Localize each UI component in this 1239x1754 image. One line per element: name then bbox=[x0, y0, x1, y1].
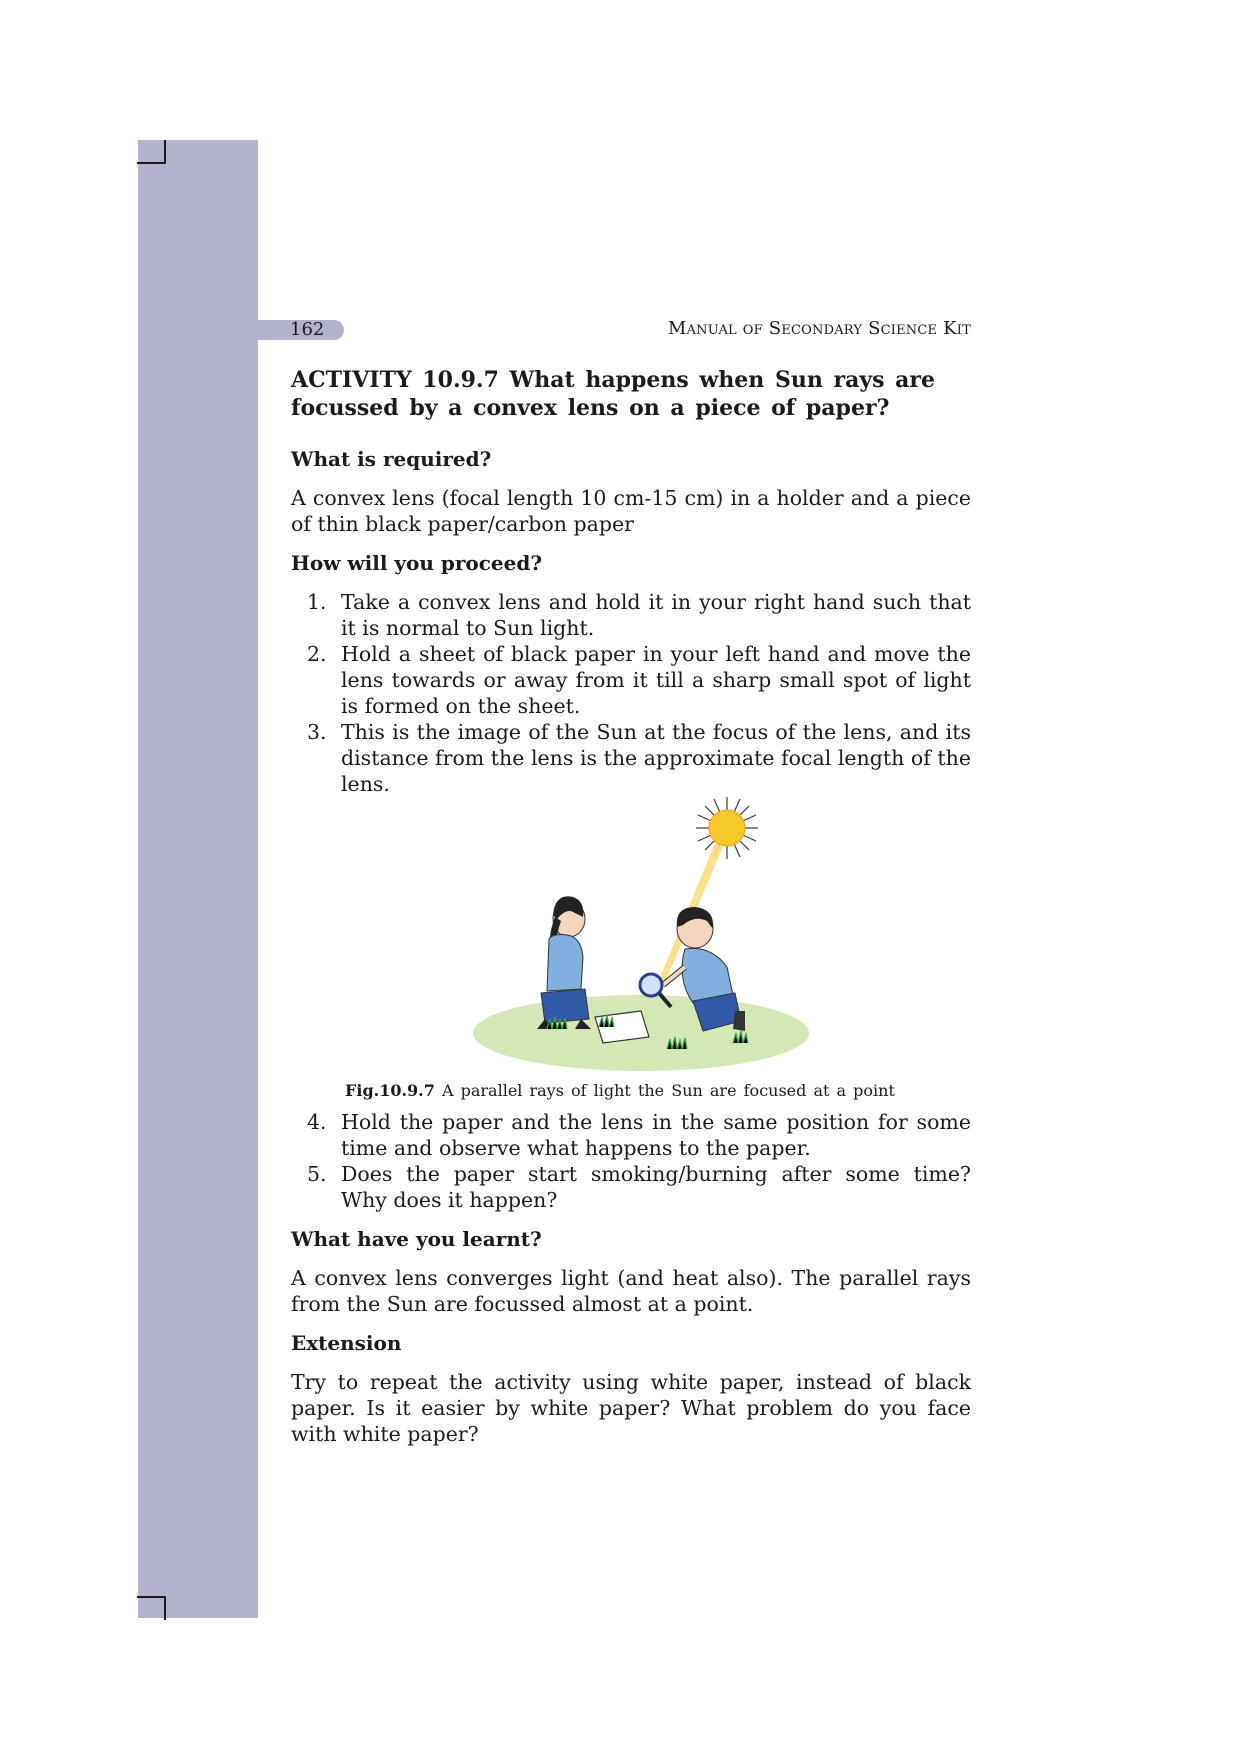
steps-list-1 bbox=[291, 589, 971, 797]
step-text: Take a convex lens and hold it in your right hand such that it is normal to Sun light. bbox=[341, 590, 971, 640]
list-item bbox=[291, 589, 971, 641]
extension-heading: Extension bbox=[291, 1331, 402, 1355]
step-text: Does the paper start smoking/burning after some time? Why does it happen? bbox=[341, 1162, 971, 1212]
steps-list-2 bbox=[291, 1109, 971, 1213]
learnt-heading: What have you learnt? bbox=[291, 1227, 542, 1251]
extension-text: Try to repeat the activity using white paper, instead of black paper. Is it easier by white paper? What problem do you face with white paper? bbox=[291, 1370, 971, 1446]
activity-title bbox=[291, 366, 971, 422]
sun-disc bbox=[709, 810, 745, 846]
activity-title-line-1: ACTIVITY 10.9.7 What happens when Sun rays are bbox=[291, 367, 936, 393]
list-item bbox=[291, 641, 971, 719]
activity-title-line-2: focussed by a convex lens on a piece of paper? bbox=[291, 395, 890, 421]
figure-caption-text: A parallel rays of light the Sun are focused at a point bbox=[441, 1081, 895, 1100]
children-lens-illustration bbox=[471, 797, 841, 1075]
figure-label: Fig.10.9.7 bbox=[345, 1081, 435, 1100]
step-number: 2. bbox=[307, 642, 327, 666]
step-number: 3. bbox=[307, 720, 327, 744]
list-item bbox=[291, 1109, 971, 1161]
step-number: 4. bbox=[307, 1110, 327, 1134]
page-number: 162 bbox=[258, 320, 344, 340]
required-heading: What is required? bbox=[291, 447, 492, 471]
running-title: Manual of Secondary Science Kit bbox=[667, 318, 971, 339]
crop-mark-bottom bbox=[137, 1596, 166, 1620]
learnt-text: A convex lens converges light (and heat also). The parallel rays from the Sun are focussed almost at a point. bbox=[291, 1266, 971, 1316]
step-text: This is the image of the Sun at the focus of the lens, and its distance from the lens is the approximate focal length of the lens. bbox=[341, 720, 971, 796]
step-text: Hold the paper and the lens in the same position for some time and observe what happens to the paper. bbox=[341, 1110, 971, 1160]
required-text: A convex lens (focal length 10 cm-15 cm) in a holder and a piece of thin black paper/carbon paper bbox=[291, 486, 971, 536]
figure-caption bbox=[291, 1081, 971, 1101]
crop-mark-top bbox=[137, 140, 166, 164]
margin-sidebar bbox=[138, 140, 258, 1618]
list-item bbox=[291, 719, 971, 797]
proceed-heading: How will you proceed? bbox=[291, 551, 543, 575]
step-number: 1. bbox=[307, 590, 327, 614]
step-text: Hold a sheet of black paper in your left hand and move the lens towards or away from it till a sharp small spot of light is formed on the sheet. bbox=[341, 642, 971, 718]
page-content bbox=[291, 366, 971, 1447]
figure bbox=[291, 797, 971, 1075]
list-item bbox=[291, 1161, 971, 1213]
girl-figure bbox=[537, 896, 591, 1029]
step-number: 5. bbox=[307, 1162, 327, 1186]
